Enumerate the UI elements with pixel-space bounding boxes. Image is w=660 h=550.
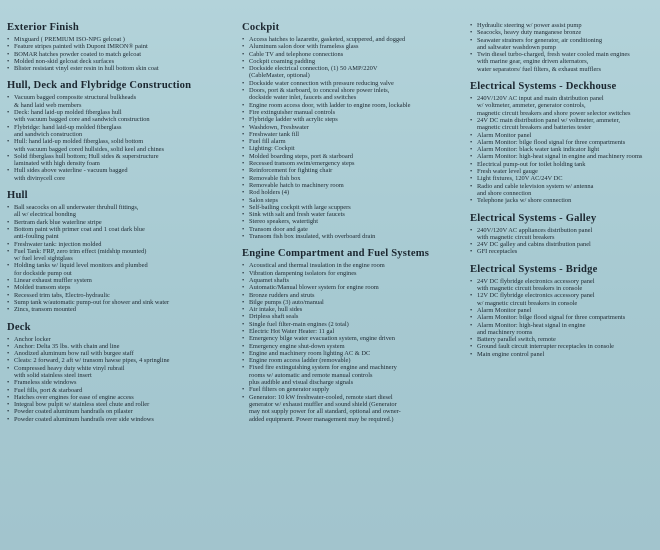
spec-list-item: • Ground fault circuit interrupter receptacles in console	[468, 343, 660, 350]
spec-list-item: • Washdown, Freshwater	[240, 124, 462, 131]
spec-section	[5, 322, 233, 424]
spec-list-item: • Integral bow pulpit w/ stainless steel chute and roller	[5, 401, 233, 408]
spec-list-item: • Anchor: Delta 35 lbs. with chain and line	[5, 343, 233, 350]
spec-list-item: • Anchor locker	[5, 336, 233, 343]
spec-list-item: • Freshwater tank: injection molded	[5, 241, 233, 248]
spec-list-item: • Sump tank w/automatic pump-out for shower and sink water	[5, 299, 233, 306]
spec-list-item: • Hydraulic steering w/ power assist pump	[468, 22, 660, 29]
spec-list-item: • Main engine control panel	[468, 351, 660, 358]
spec-list-item: • Cleats: 2 forward, 2 aft w/ transom hawse pipes, 4 springline	[5, 357, 233, 364]
spec-list	[468, 227, 660, 256]
spec-list-item: • Alarm Monitor: bilge flood signal for three compartments	[468, 139, 660, 146]
spec-list-item: • Transom door and gate	[240, 226, 462, 233]
spec-list-item: • Bottom paint with primer coat and 1 coat dark blue anti-fouling paint	[5, 226, 233, 241]
spec-list-item: • Fixed fire extinguishing system for engine and machinery rooms w/ automatic and remote manual controls plus audible and visual discharge signals	[240, 364, 462, 386]
spec-list	[5, 36, 233, 72]
spec-list-item: • 240V/120V AC appliances distribution panel with magnetic circuit breakers	[468, 227, 660, 242]
spec-list-item: • Rod holders (4)	[240, 189, 462, 196]
spec-section	[468, 22, 660, 73]
spec-list-item: • Light fixtures, 120V AC/24V DC	[468, 175, 660, 182]
spec-list	[5, 204, 233, 313]
section-heading: Engine Compartment and Fuel Systems	[242, 248, 430, 260]
spec-list-item: • Recessed trim tabs, Electro-hydraulic	[5, 292, 233, 299]
spec-list-item: • 12V DC flybridge electronics accessory panel w/ magnetic circuit breakers in console	[468, 292, 660, 307]
spec-list-item: • Alarm Monitor: high-heat signal in engine and machinery rooms	[468, 153, 660, 160]
spec-list-item: • Solid fiberglass hull bottom; Hull sides & superstructure laminated with high density foam	[5, 153, 233, 168]
spec-list-item: • Linear exhaust muffler system	[5, 277, 233, 284]
spec-list-item: • Generator: 10 kW freshwater-cooled, remote start diesel generator w/ exhaust muffler and sound shield (Generator may not supply power for all standard, optional and owner- added equipment. Power management may be required.)	[240, 394, 462, 423]
spec-list-item: • Bronze rudders and struts	[240, 292, 462, 299]
spec-list-item: • Molded non-skid gelcoat deck surfaces	[5, 58, 233, 65]
section-heading: Hull, Deck and Flybridge Construction	[7, 80, 192, 92]
spec-list-item: • Zincs, transom mounted	[5, 306, 233, 313]
spec-list-item: • Feature stripes painted with Dupont IMRON® paint	[5, 43, 233, 50]
spec-list-item: • Engine room access ladder (removable)	[240, 357, 462, 364]
spec-list-item: • Flybridge: hand laid-up molded fiberglass and sandwich construction	[5, 124, 233, 139]
spec-section	[240, 22, 462, 240]
spec-section	[240, 248, 462, 423]
spec-list	[240, 36, 462, 240]
spec-list	[5, 94, 233, 182]
spec-section	[5, 22, 233, 72]
spec-list-item: • BOMAR hatches powder coated to match gelcoat	[5, 51, 233, 58]
spec-section	[468, 81, 660, 204]
spec-list-item: • Dockside water connection with pressure reducing valve	[240, 80, 462, 87]
spec-list-item: • Vibration dampening isolators for engines	[240, 270, 462, 277]
section-spacer	[468, 73, 660, 81]
spec-list-item: • Dockside electrical connection, (1) 50 AMP/220V (CableMaster, optional)	[240, 65, 462, 80]
section-spacer	[5, 72, 233, 80]
spec-list	[240, 262, 462, 423]
spec-list-item: • Doors, port & starboard, to conceal shore power inlets, dockside water inlet, faucets and switches	[240, 87, 462, 102]
spec-list-item: • Bilge pumps (3) auto/manual	[240, 299, 462, 306]
spec-list-item: • Emergency bilge water evacuation system, engine driven	[240, 335, 462, 342]
spec-list-item: • Fuel Tank: FRP, zero trim effect (midship mounted) w/ fuel level sightglass	[5, 248, 233, 263]
spec-list-item: • Deck: hand laid-up molded fiberglass hull with vacuum bagged core and sandwich construction	[5, 109, 233, 124]
spec-list-item: • Powder coated aluminum handrails on pilaster	[5, 408, 233, 415]
spec-list-item: • Single fuel filter-main engines (2 total)	[240, 321, 462, 328]
section-heading: Electrical Systems - Bridge	[470, 263, 598, 275]
spec-list-item: • Alarm Monitor panel	[468, 132, 660, 139]
spec-list-item: • Sink with salt and fresh water faucets	[240, 211, 462, 218]
spec-list-item: • Dripless shaft seals	[240, 313, 462, 320]
spec-list-item: • Freshwater tank fill	[240, 131, 462, 138]
spec-list-item: • Lighting: Cockpit	[240, 145, 462, 152]
section-heading: Deck	[7, 321, 31, 333]
spec-list-item: • GFI receptacles	[468, 248, 660, 255]
spec-list-item: • Holding tanks w/ liquid level monitors and plumbed for dockside pump out	[5, 262, 233, 277]
spec-section	[468, 264, 660, 358]
spec-list	[468, 22, 660, 73]
spec-list-item: • Emergency engine shut-down system	[240, 343, 462, 350]
spec-section	[5, 80, 233, 182]
spec-list-item: • Alarm Monitor: bilge flood signal for three compartments	[468, 314, 660, 321]
spec-list-item: • Fuel fills, port & starboard	[5, 387, 233, 394]
spec-list-item: • Electrical pump-out for toilet holding tank	[468, 161, 660, 168]
spec-list-item: • Electric Hot Water Heater: 11 gal	[240, 328, 462, 335]
spec-list-item: • Self-bailing cockpit with large scuppers	[240, 204, 462, 211]
section-spacer	[240, 240, 462, 248]
spec-list	[468, 278, 660, 358]
spec-list-item: • Seawater strainers for generator, air conditioning and saltwater washdown pump	[468, 37, 660, 52]
spec-list-item: • Fresh water level gauge	[468, 168, 660, 175]
spec-list-item: • Frameless side windows	[5, 379, 233, 386]
spec-list-item: • 24V DC flybridge electronics accessory panel with magnetic circuit breakers in console	[468, 278, 660, 293]
section-spacer	[468, 205, 660, 213]
spec-list-item: • Anodized aluminum bow rail with burgee staff	[5, 350, 233, 357]
spec-list-item: • Hull: hand laid-up molded fiberglass, solid bottom with vacuum bagged cored hullsides, solid keel and chines	[5, 138, 233, 153]
spec-list-item: • Alarm Monitor panel	[468, 307, 660, 314]
spec-list-item: • Seacocks, heavy duty manganese bronze	[468, 29, 660, 36]
spec-list-item: • Fire extinguisher manual controls	[240, 109, 462, 116]
spec-list	[468, 95, 660, 204]
section-spacer	[468, 256, 660, 264]
spec-list-item: • Removable fish box	[240, 175, 462, 182]
spec-list-item: • Bertram dark blue waterline stripe	[5, 219, 233, 226]
spec-list-item: • 240V/120V AC input and main distribution panel w/ voltmeter, ammeter, generator controls, magnetic circuit breakers and shore power selector switches	[468, 95, 660, 117]
section-heading: Electrical Systems - Deckhouse	[470, 81, 617, 93]
spec-list-item: • Cable TV and telephone connections	[240, 51, 462, 58]
spec-list-item: • Fuel filters on generator supply	[240, 386, 462, 393]
spec-list-item: • Recessed transom swim/emergency steps	[240, 160, 462, 167]
spec-list-item: • Powder coated aluminum handrails over side windows	[5, 416, 233, 423]
spec-list-item: • Alarm Monitor: high-heat signal in engine and machinery rooms	[468, 322, 660, 337]
spec-list-item: • Ball seacocks on all underwater thruhull fittings, all w/ electrical bonding	[5, 204, 233, 219]
spec-list-item: • Aluminum salon door with frameless glass	[240, 43, 462, 50]
spec-list-item: • Automatic/Manual blower system for engine room	[240, 284, 462, 291]
spec-list-item: • Radio and cable television system w/ antenna and shore connection	[468, 183, 660, 198]
section-heading: Cockpit	[242, 22, 280, 33]
spec-section	[468, 213, 660, 256]
spec-list-item: • Telephone jacks w/ shore connection	[468, 197, 660, 204]
spec-list-item: • Air intake, hull sides	[240, 306, 462, 313]
spec-list-item: • Battery parallel switch, remote	[468, 336, 660, 343]
spec-list-item: • Mixguard ( PREMIUM ISO-NPG gelcoat )	[5, 36, 233, 43]
spec-list-item: • Vacuum bagged composite structural bulkheads & hand laid web members	[5, 94, 233, 109]
spec-column-left	[5, 22, 233, 423]
spec-list-item: • Molded transom steps	[5, 284, 233, 291]
spec-list-item: • Twin diesel turbo-charged, fresh water cooled main engines with marine gear, engine driven alternators, water separators/ fuel filters, & exhaust mufflers	[468, 51, 660, 73]
spec-column-middle	[240, 22, 462, 423]
section-spacer	[5, 182, 233, 190]
spec-list-item: • Blister resistant vinyl ester resin in hull bottom skin coat	[5, 65, 233, 72]
spec-list-item: • Access hatches to lazarette, gasketed, scuppered, and dogged	[240, 36, 462, 43]
spec-column-right	[468, 22, 660, 358]
spec-list-item: • Transom fish box insulated, with overboard drain	[240, 233, 462, 240]
section-heading: Exterior Finish	[7, 22, 79, 33]
spec-list-item: • Cockpit coaming padding	[240, 58, 462, 65]
section-spacer	[5, 314, 233, 322]
spec-section	[5, 190, 233, 313]
spec-list	[5, 336, 233, 424]
spec-list-item: • 24V DC galley and cabins distribution panel	[468, 241, 660, 248]
section-heading: Hull	[7, 190, 28, 202]
spec-list-item: • Engine and machinery room lighting AC & DC	[240, 350, 462, 357]
spec-list-item: • Hatches over engines for ease of engine access	[5, 394, 233, 401]
section-heading: Electrical Systems - Galley	[470, 212, 597, 224]
spec-list-item: • Hull sides above waterline - vacuum bagged with divinycell core	[5, 167, 233, 182]
spec-list-item: • Salon steps	[240, 197, 462, 204]
spec-list-item: • 24V DC main distribution panel w/ voltmeter, ammeter, magnetic circuit breakers and batteries tester	[468, 117, 660, 132]
spec-list-item: • Acoustical and thermal insulation in the engine room	[240, 262, 462, 269]
spec-list-item: • Reinforcement for fighting chair	[240, 167, 462, 174]
spec-list-item: • Compressed heavy duty white vinyl rubrail with solid stainless steel insert	[5, 365, 233, 380]
spec-list-item: • Aquamet shafts	[240, 277, 462, 284]
spec-list-item: • Stereo speakers, watertight	[240, 218, 462, 225]
spec-list-item: • Alarm Monitor: black water tank indicator light	[468, 146, 660, 153]
spec-list-item: • Engine room access door, with ladder to engine room, lockable	[240, 102, 462, 109]
spec-list-item: • Flybridge ladder with acrylic steps	[240, 116, 462, 123]
spec-list-item: • Molded boarding steps, port & starboard	[240, 153, 462, 160]
spec-list-item: • Removable hatch to machinery room	[240, 182, 462, 189]
spec-list-item: • Fuel fill alarm	[240, 138, 462, 145]
